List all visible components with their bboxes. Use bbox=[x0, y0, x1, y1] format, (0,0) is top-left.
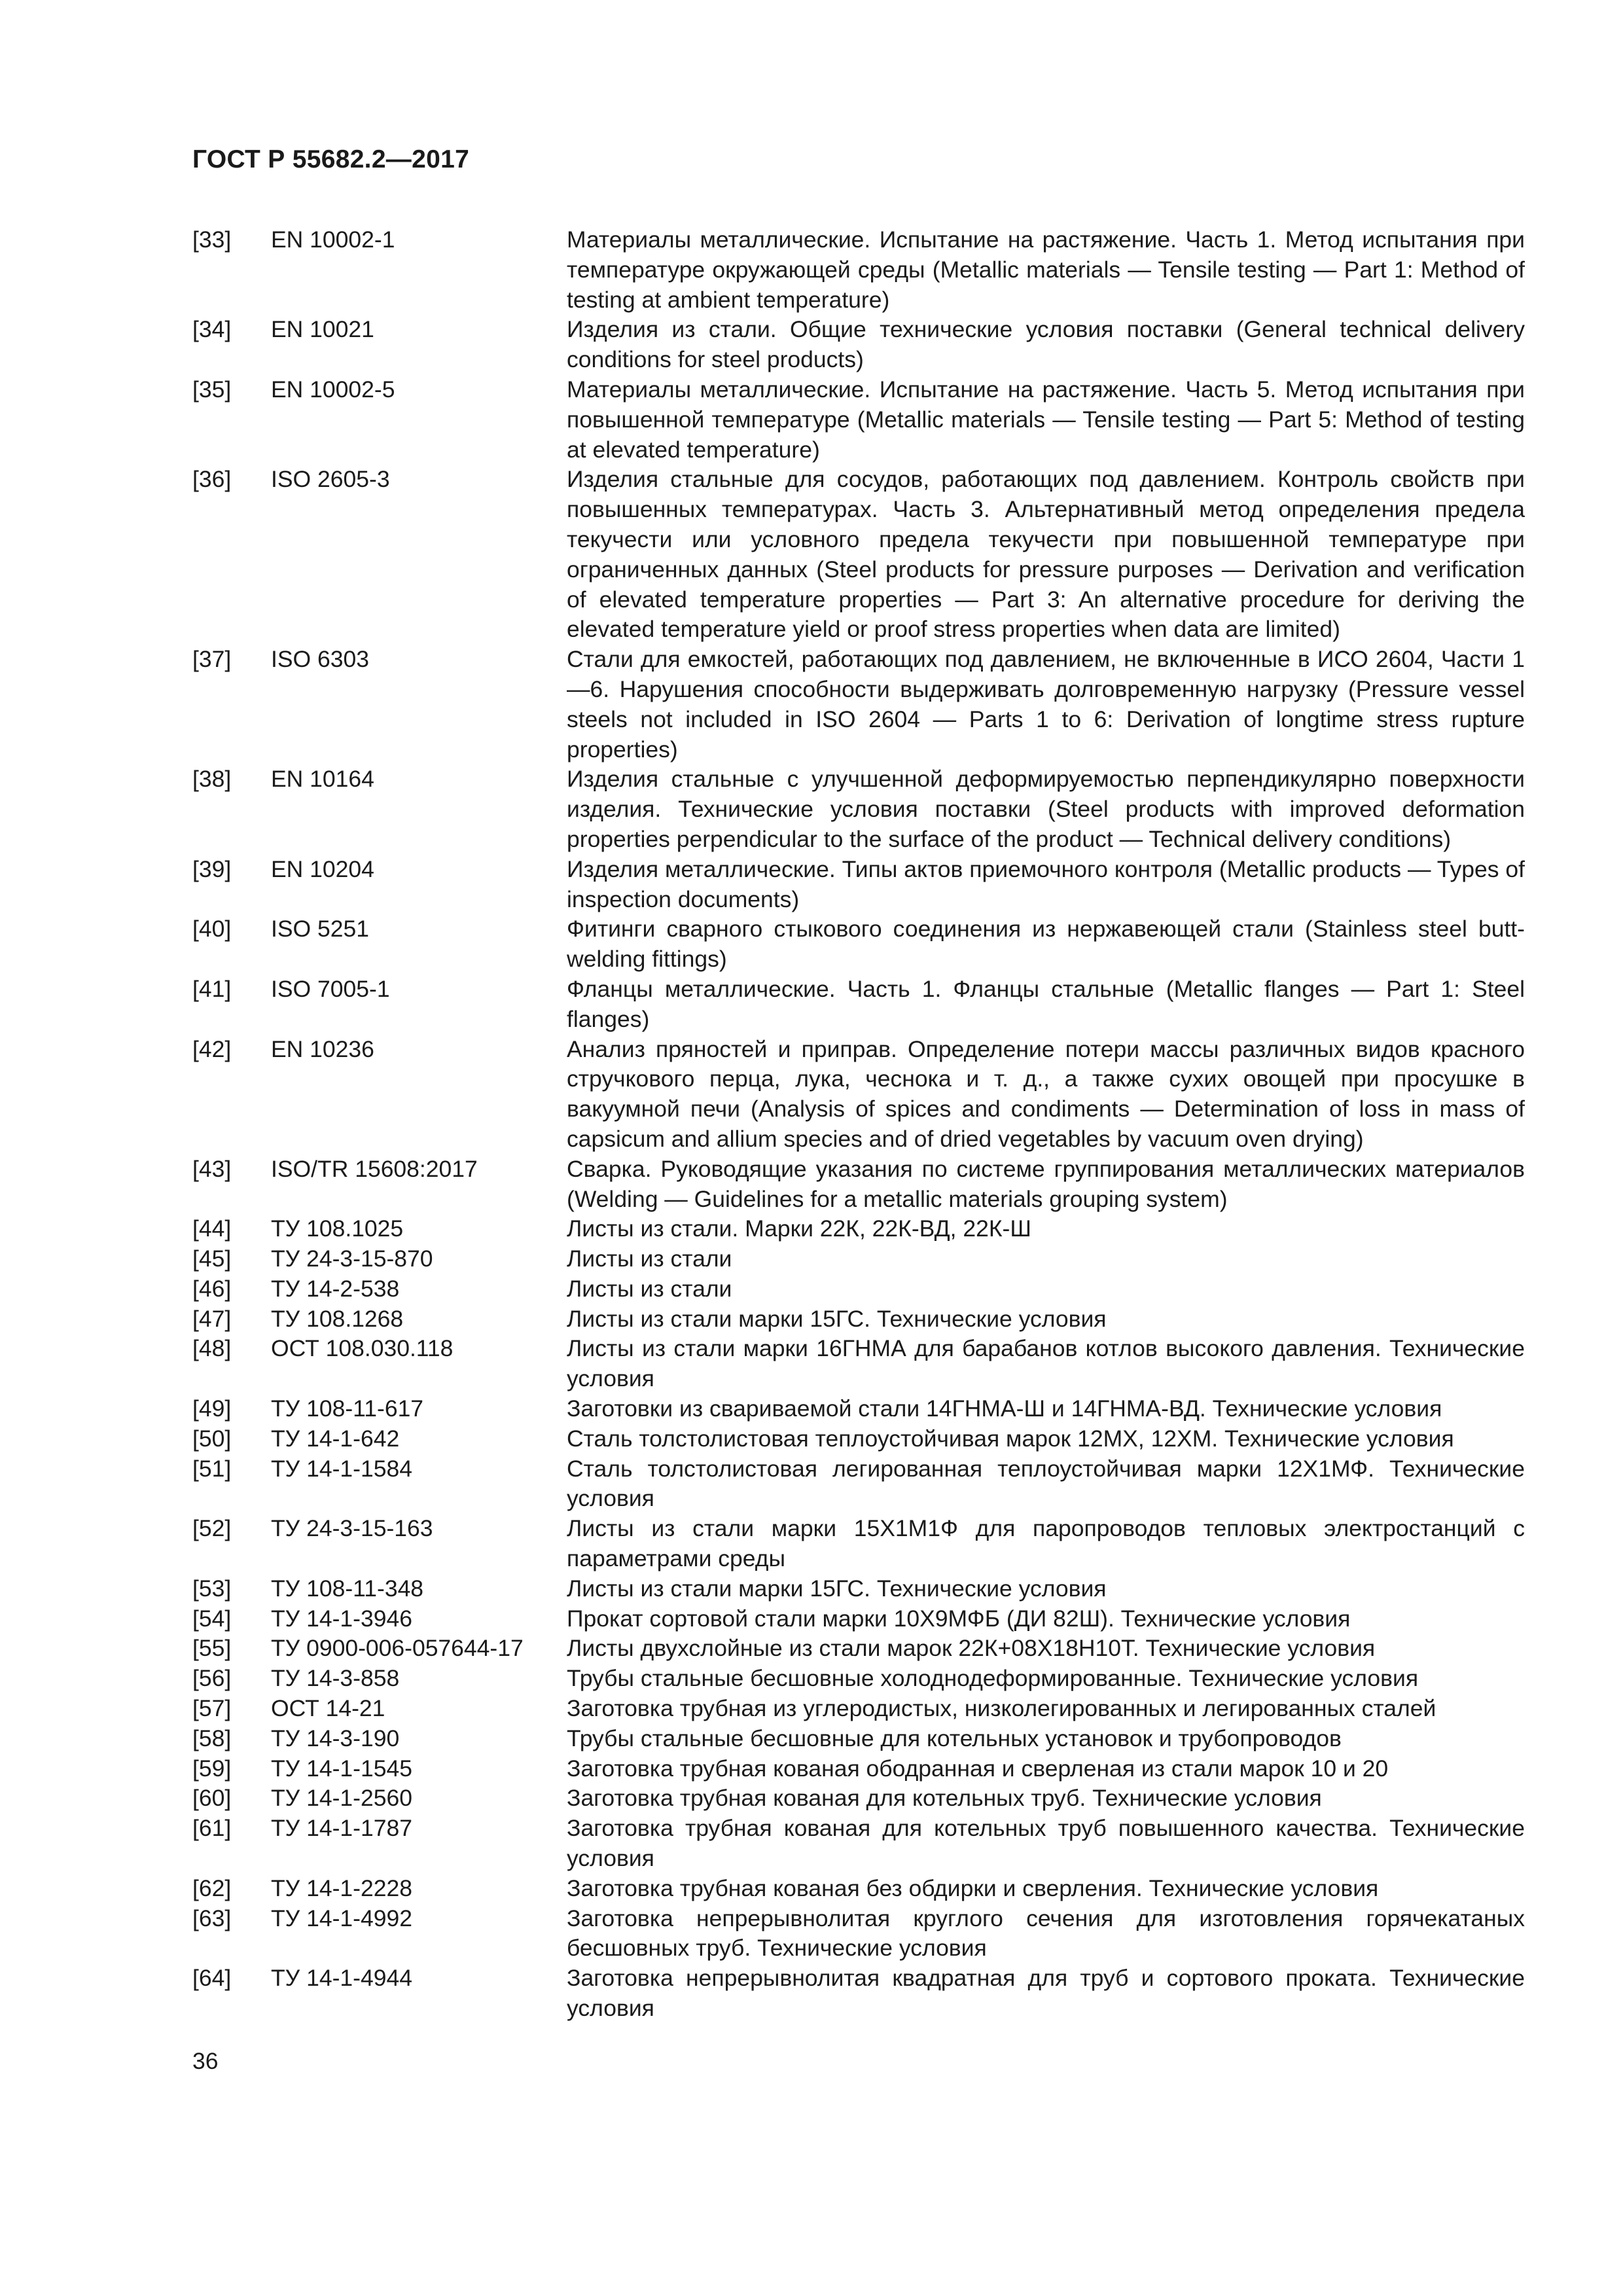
reference-entry bbox=[192, 1035, 1525, 1155]
reference-entry bbox=[192, 855, 1525, 915]
reference-code: ТУ 24-3-15-870 bbox=[271, 1246, 433, 1272]
reference-number: [62] bbox=[192, 1874, 232, 1901]
reference-title: Заготовка непрерывнолитая квадратная для труб и сортового проката. Технические условия bbox=[567, 1965, 1525, 2022]
reference-number: [59] bbox=[192, 1755, 232, 1782]
reference-code: ТУ 14-1-3946 bbox=[271, 1605, 412, 1632]
reference-code: ТУ 108.1268 bbox=[271, 1305, 404, 1332]
reference-entry bbox=[192, 1244, 1525, 1274]
reference-code: EN 10021 bbox=[271, 316, 374, 343]
reference-title: Материалы металлические. Испытание на растяжение. Часть 5. Метод испытания при повышенной температуре (Metallic materials — Tensile testing — Part 5: Method of testing at elevated temperature) bbox=[567, 376, 1525, 463]
reference-title: Листы двухслойные из стали марок 22К+08Х18Н10Т. Технические условия bbox=[567, 1635, 1376, 1662]
reference-entry bbox=[192, 1304, 1525, 1335]
reference-entry bbox=[192, 1454, 1525, 1515]
reference-code: EN 10002-5 bbox=[271, 376, 395, 403]
reference-number: [47] bbox=[192, 1305, 232, 1332]
reference-number: [45] bbox=[192, 1246, 232, 1272]
reference-entry bbox=[192, 1814, 1525, 1874]
reference-entry bbox=[192, 1724, 1525, 1754]
reference-title: Заготовка трубная кованая для котельных труб. Технические условия bbox=[567, 1785, 1322, 1812]
reference-number: [35] bbox=[192, 376, 232, 403]
reference-title: Листы из стали марки 16ГНМА для барабанов котлов высокого давления. Технические условия bbox=[567, 1335, 1525, 1392]
reference-number: [55] bbox=[192, 1635, 232, 1662]
reference-title: Изделия металлические. Типы актов приемочного контроля (Metallic products — Types of inspection documents) bbox=[567, 855, 1525, 912]
reference-number: [37] bbox=[192, 646, 232, 673]
reference-entry bbox=[192, 1214, 1525, 1244]
reference-number: [53] bbox=[192, 1575, 232, 1602]
reference-title: Трубы стальные бесшовные для котельных установок и трубопроводов bbox=[567, 1725, 1342, 1751]
reference-title: Изделия стальные с улучшенной деформируемостью перпендикулярно поверхности изделия. Технические условия поставки (Steel products with improved deformation properties perpendicular to the surface of the product — Technical delivery conditions) bbox=[567, 766, 1525, 852]
reference-code: ТУ 14-1-1584 bbox=[271, 1455, 412, 1482]
reference-number: [63] bbox=[192, 1905, 232, 1931]
reference-entry bbox=[192, 1394, 1525, 1424]
reference-number: [46] bbox=[192, 1275, 232, 1302]
reference-entry bbox=[192, 1754, 1525, 1784]
reference-entry bbox=[192, 975, 1525, 1035]
reference-code: ТУ 14-2-538 bbox=[271, 1275, 400, 1302]
reference-number: [33] bbox=[192, 226, 232, 253]
reference-code: ТУ 14-1-2560 bbox=[271, 1785, 412, 1812]
reference-title: Листы из стали bbox=[567, 1246, 732, 1272]
page-number: 36 bbox=[192, 2048, 219, 2074]
reference-number: [54] bbox=[192, 1605, 232, 1632]
reference-entry bbox=[192, 1604, 1525, 1634]
reference-entry bbox=[192, 465, 1525, 645]
reference-number: [39] bbox=[192, 855, 232, 882]
reference-code: ISO/TR 15608:2017 bbox=[271, 1155, 478, 1182]
reference-code: ТУ 14-1-642 bbox=[271, 1425, 400, 1452]
reference-title: Листы из стали. Марки 22К, 22К-ВД, 22К-Ш bbox=[567, 1215, 1031, 1242]
reference-code: ТУ 14-1-4992 bbox=[271, 1905, 412, 1931]
reference-code: ТУ 108-11-617 bbox=[271, 1395, 424, 1422]
reference-title: Сталь толстолистовая легированная теплоустойчивая марки 12Х1МФ. Технические условия bbox=[567, 1455, 1525, 1512]
reference-entry bbox=[192, 1874, 1525, 1904]
reference-number: [64] bbox=[192, 1965, 232, 1992]
reference-code: ОСТ 14-21 bbox=[271, 1695, 385, 1722]
page-header: ГОСТ Р 55682.2—2017 bbox=[192, 145, 470, 173]
reference-number: [51] bbox=[192, 1455, 232, 1482]
reference-code: ISO 7005-1 bbox=[271, 975, 390, 1002]
reference-code: ТУ 14-3-190 bbox=[271, 1725, 400, 1751]
reference-number: [49] bbox=[192, 1395, 232, 1422]
reference-entry bbox=[192, 1274, 1525, 1304]
reference-entry bbox=[192, 645, 1525, 764]
reference-title: Изделия стальные для сосудов, работающих под давлением. Контроль свойств при повышенных температурах. Часть 3. Альтернативный метод определения предела текучести или условного предела текучести при повышенной температуре при ограниченных данных (Steel products for pressure purposes — Derivation and verification of elevated temperature properties — Part 3: An alternative procedure for deriving the elevated temperature yield or proof stress properties when data are limited) bbox=[567, 466, 1525, 643]
reference-number: [36] bbox=[192, 466, 232, 493]
reference-code: ISO 2605-3 bbox=[271, 466, 390, 493]
reference-number: [57] bbox=[192, 1695, 232, 1722]
reference-entry bbox=[192, 1664, 1525, 1694]
reference-entry bbox=[192, 1784, 1525, 1814]
reference-title: Сварка. Руководящие указания по системе группирования металлических материалов (Welding — Guidelines for a metallic materials grouping system) bbox=[567, 1155, 1525, 1212]
reference-code: EN 10236 bbox=[271, 1035, 374, 1062]
reference-title: Фитинги сварного стыкового соединения из нержавеющей стали (Stainless steel butt-welding fittings) bbox=[567, 916, 1525, 973]
reference-code: ТУ 14-1-1787 bbox=[271, 1815, 412, 1842]
reference-code: EN 10204 bbox=[271, 855, 374, 882]
reference-number: [40] bbox=[192, 916, 232, 942]
reference-title: Фланцы металлические. Часть 1. Фланцы стальные (Metallic flanges — Part 1: Steel flanges) bbox=[567, 975, 1525, 1032]
reference-title: Сталь толстолистовая теплоустойчивая марок 12МХ, 12ХМ. Технические условия bbox=[567, 1425, 1454, 1452]
reference-title: Прокат сортовой стали марки 10Х9МФБ (ДИ 82Ш). Технические условия bbox=[567, 1605, 1351, 1632]
reference-number: [41] bbox=[192, 975, 232, 1002]
reference-entry bbox=[192, 315, 1525, 375]
reference-number: [50] bbox=[192, 1425, 232, 1452]
reference-title: Анализ пряностей и приправ. Определение потери массы различных видов красного стручкового перца, лука, чеснока и т. д., а также сухих овощей при просушке в вакуумной печи (Analysis of spices and condiments — Determination of loss in mass of capsicum and allium species and of dried vegetables by vacuum oven drying) bbox=[567, 1035, 1525, 1152]
reference-code: ISO 6303 bbox=[271, 646, 369, 673]
reference-title: Заготовки из свариваемой стали 14ГНМА-Ш и 14ГНМА-ВД. Технические условия bbox=[567, 1395, 1442, 1422]
reference-code: ТУ 0900-006-057644-17 bbox=[271, 1635, 524, 1662]
reference-code: ТУ 14-1-1545 bbox=[271, 1755, 412, 1782]
reference-code: EN 10164 bbox=[271, 766, 374, 793]
reference-title: Заготовка непрерывнолитая круглого сечения для изготовления горячекатаных бесшовных труб. Технические условия bbox=[567, 1905, 1525, 1962]
reference-entry bbox=[192, 375, 1525, 465]
reference-entry bbox=[192, 1904, 1525, 1964]
reference-number: [38] bbox=[192, 766, 232, 793]
reference-entry bbox=[192, 1694, 1525, 1724]
reference-code: ОСТ 108.030.118 bbox=[271, 1335, 454, 1362]
reference-entry bbox=[192, 914, 1525, 975]
reference-code: ТУ 14-3-858 bbox=[271, 1665, 400, 1692]
reference-title: Заготовка трубная кованая без обдирки и сверления. Технические условия bbox=[567, 1874, 1379, 1901]
reference-code: ТУ 14-1-2228 bbox=[271, 1874, 412, 1901]
reference-number: [58] bbox=[192, 1725, 232, 1751]
reference-code: ТУ 14-1-4944 bbox=[271, 1965, 412, 1992]
reference-number: [52] bbox=[192, 1515, 232, 1542]
reference-title: Материалы металлические. Испытание на растяжение. Часть 1. Метод испытания при температуре окружающей среды (Metallic materials — Tensile testing — Part 1: Method of testing at ambient temperature) bbox=[567, 226, 1525, 313]
reference-code: ТУ 108-11-348 bbox=[271, 1575, 424, 1602]
reference-title: Заготовка трубная кованая для котельных труб повышенного качества. Технические условия bbox=[567, 1815, 1525, 1872]
reference-title: Листы из стали марки 15ГС. Технические условия bbox=[567, 1305, 1107, 1332]
reference-entry bbox=[192, 1964, 1525, 2024]
reference-entry bbox=[192, 1634, 1525, 1664]
reference-title: Трубы стальные бесшовные холоднодеформированные. Технические условия bbox=[567, 1665, 1419, 1692]
reference-number: [34] bbox=[192, 316, 232, 343]
reference-entry bbox=[192, 1514, 1525, 1574]
reference-entry bbox=[192, 1334, 1525, 1394]
reference-entry bbox=[192, 225, 1525, 315]
reference-code: ISO 5251 bbox=[271, 916, 369, 942]
reference-title: Листы из стали марки 15Х1М1Ф для паропроводов тепловых электростанций с параметрами среды bbox=[567, 1515, 1525, 1572]
reference-number: [56] bbox=[192, 1665, 232, 1692]
reference-code: ТУ 108.1025 bbox=[271, 1215, 404, 1242]
reference-title: Листы из стали марки 15ГС. Технические условия bbox=[567, 1575, 1107, 1602]
reference-entry bbox=[192, 764, 1525, 854]
reference-entry bbox=[192, 1424, 1525, 1454]
reference-number: [44] bbox=[192, 1215, 232, 1242]
reference-title: Листы из стали bbox=[567, 1275, 732, 1302]
reference-title: Заготовка трубная кованая ободранная и сверленая из стали марок 10 и 20 bbox=[567, 1755, 1389, 1782]
reference-number: [43] bbox=[192, 1155, 232, 1182]
reference-entry bbox=[192, 1574, 1525, 1604]
reference-title: Изделия из стали. Общие технические условия поставки (General technical delivery conditions for steel products) bbox=[567, 316, 1525, 373]
reference-code: EN 10002-1 bbox=[271, 226, 395, 253]
reference-title: Стали для емкостей, работающих под давлением, не включенные в ИСО 2604, Части 1—6. Нарушения способности выдерживать долговременную нагрузку (Pressure vessel steels not included in ISO 2604 — Parts 1 to 6: Derivation of longtime stress rupture properties) bbox=[567, 646, 1525, 762]
reference-code: ТУ 24-3-15-163 bbox=[271, 1515, 433, 1542]
reference-entry bbox=[192, 1155, 1525, 1215]
reference-number: [48] bbox=[192, 1335, 232, 1362]
reference-number: [42] bbox=[192, 1035, 232, 1062]
reference-number: [61] bbox=[192, 1815, 232, 1842]
reference-list bbox=[192, 225, 1525, 2024]
reference-title: Заготовка трубная из углеродистых, низколегированных и легированных сталей bbox=[567, 1695, 1436, 1722]
reference-number: [60] bbox=[192, 1785, 232, 1812]
